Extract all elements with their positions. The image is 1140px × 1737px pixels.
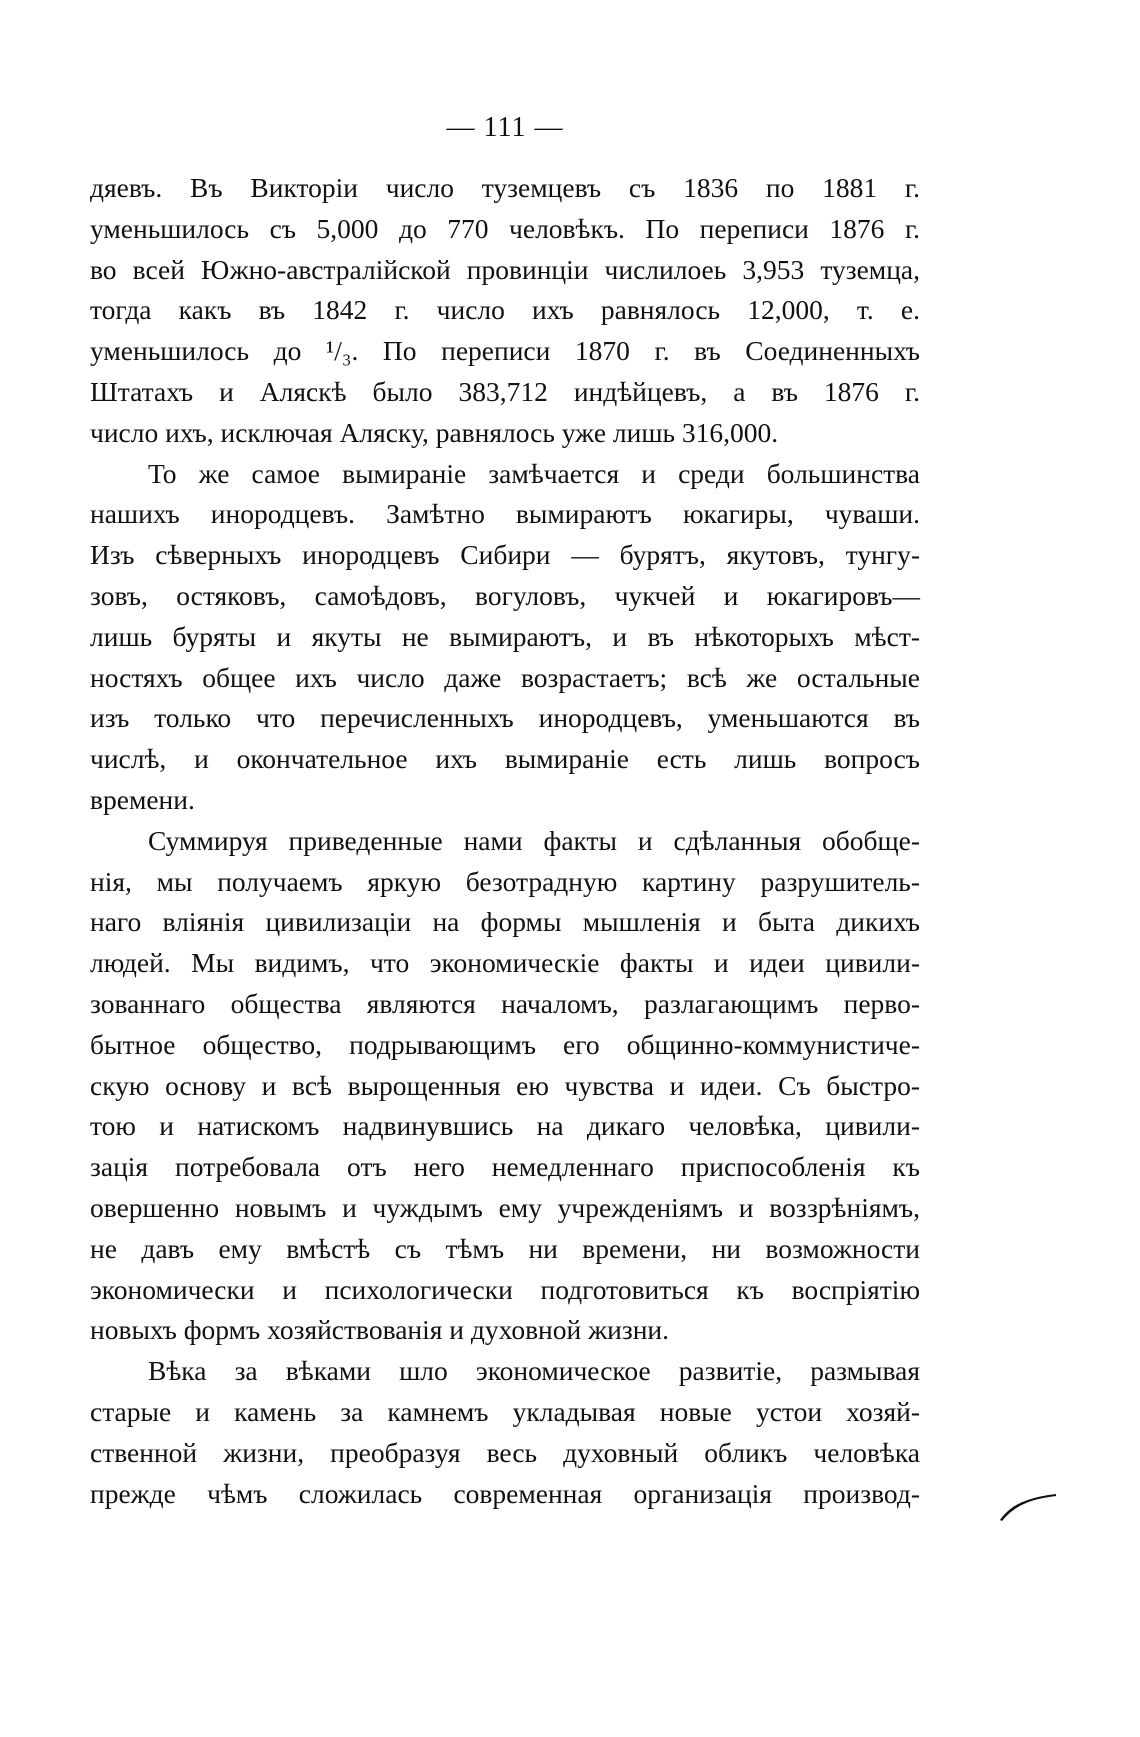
page-number-text: — 111 —	[446, 112, 564, 143]
text-line: экономически и психологически подготовиться къ воспріятію	[90, 1273, 920, 1305]
text-line: наго вліянія цивилизаціи на формы мышленія и быта дикихъ	[90, 906, 920, 938]
text-line: изъ только что перечисленныхъ инородцевъ, уменьшаются въ	[90, 702, 920, 734]
text-line: нашихъ инородцевъ. Замѣтно вымираютъ юкагиры, чуваши.	[90, 498, 920, 530]
text-line: во всей Южно-австралійской провинціи числилоеь 3,953 туземца,	[90, 253, 920, 285]
text-line: не давъ ему вмѣстѣ съ тѣмъ ни времени, ни возможности	[90, 1232, 920, 1264]
text-line: уменьшилось съ 5,000 до 770 человѣкъ. По переписи 1876 г.	[90, 212, 920, 244]
text-line: То же самое вымираніе замѣчается и среди большинства	[148, 457, 920, 489]
text-line: числѣ, и окончательное ихъ вымираніе есть лишь вопросъ	[90, 743, 920, 775]
text-line: прежде чѣмъ сложилась современная организація производ-	[90, 1477, 920, 1509]
text-line: тою и натискомъ надвинувшись на дикаго человѣка, цивили-	[90, 1110, 920, 1142]
body-text	[90, 168, 920, 1514]
text-line: Штатахъ и Аляскѣ было 383,712 индѣйцевъ, а въ 1876 г.	[90, 375, 920, 407]
text-line: времени.	[90, 783, 195, 815]
text-line: зованнаго общества являются началомъ, разлагающимъ перво-	[90, 987, 920, 1019]
text-line: людей. Мы видимъ, что экономическіе факты и идеи цивили-	[90, 947, 920, 979]
text-line: Вѣка за вѣками шло экономическое развитіе, размывая	[148, 1355, 920, 1387]
text-line: дяевъ. Въ Викторіи число туземцевъ съ 1836 по 1881 г.	[90, 172, 920, 203]
text-line: лишь буряты и якуты не вымираютъ, и въ нѣкоторыхъ мѣст-	[90, 620, 920, 652]
text-line: бытное общество, подрывающимъ его общинно-коммунистиче-	[90, 1028, 920, 1060]
pen-stroke-mark	[996, 1488, 1060, 1522]
text-line: тогда какъ въ 1842 г. число ихъ равнялось 12,000, т. е.	[90, 294, 920, 326]
book-page	[90, 108, 920, 1514]
text-line: зовъ, остяковъ, самоѣдовъ, вогуловъ, чукчей и юкагировъ—	[90, 579, 920, 611]
text-line: нія, мы получаемъ яркую безотрадную картину разрушитель-	[90, 865, 920, 897]
text-line: овершенно новымъ и чуждымъ ему учрежденіямъ и воззрѣніямъ,	[90, 1191, 920, 1223]
text-line: ностяхъ общее ихъ число даже возрастаетъ; всѣ же остальные	[90, 661, 920, 693]
text-line: скую основу и всѣ вырощенныя ею чувства и идеи. Съ быстро-	[90, 1069, 920, 1101]
text-line: новыхъ формъ хозяйствованія и духовной жизни.	[90, 1314, 670, 1346]
text-line: ственной жизни, преобразуя весь духовный обликъ человѣка	[90, 1436, 920, 1468]
text-line: уменьшилось до ¹/₃. По переписи 1870 г. въ Соединенныхъ	[90, 335, 920, 367]
text-line: старые и камень за камнемъ укладывая новые устои хозяй-	[90, 1395, 920, 1427]
text-line: зація потребовала отъ него немедленнаго приспособленія къ	[90, 1151, 920, 1183]
text-line: Изъ сѣверныхъ инородцевъ Сибири — бурятъ, якутовъ, тунгу-	[90, 539, 920, 571]
text-line: Суммируя приведенные нами факты и сдѣланныя обобще-	[148, 824, 920, 856]
page-number	[90, 108, 920, 148]
text-line: число ихъ, исключая Аляску, равнялось уже лишь 316,000.	[90, 416, 779, 448]
